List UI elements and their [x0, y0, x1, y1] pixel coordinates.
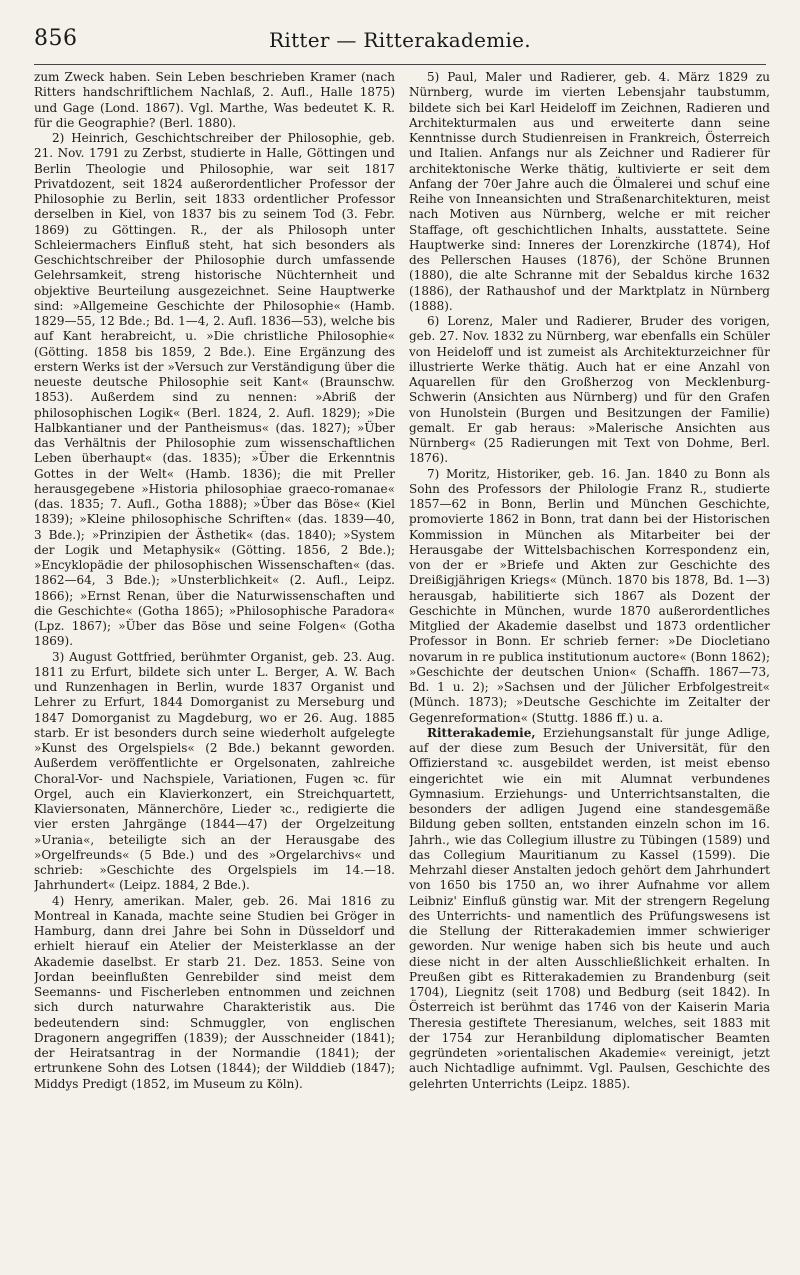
entry-paragraph: 6) Lorenz, Maler und Radierer, Bruder des vorigen, geb. 27. Nov. 1832 zu Nürnberg, war ebenfalls ein Schüler von Heideloff und ist zumeist als Architekturzeichner für illustrierte Werke thätig. Auch hat er eine Anzahl von Aquarellen für den Großherzog von Mecklenburg-Schwerin (Ansichten aus Nürnberg) und für den Grafen von Hunolstein (Burgen und Besitzungen der Familie) gemalt. Er gab heraus: »Malerische Ansichten aus Nürnberg« (25 Radierungen mit Text von Dohme, Berl. 1876). — [409, 314, 770, 466]
page-title: Ritter — Ritterakademie. — [269, 28, 531, 52]
header-rule — [34, 64, 766, 65]
entry-paragraph: 4) Henry, amerikan. Maler, geb. 26. Mai 1816 zu Montreal in Kanada, machte seine Studien bei Gröger in Hamburg, dann drei Jahre bei Sohn in Düsseldorf und erhielt hierauf ein Atelier der Meisterklasse an der Akademie daselbst. Er starb 21. Dez. 1853. Seine von Jordan beeinflußten Genrebilder sind meist dem Seemanns- und Fischerleben entnommen und zeichnen sich durch naturwahre Charakteristik aus. Die bedeutendern sind: Schmuggler, von englischen Dragonern angegriffen (1839); der Ausschneider (1841); der Heiratsantrag in der Normandie (1841); der ertrunkene Sohn des Lotsen (1844); der Wilddieb (1847); Middys Predigt (1852, im Museum zu Köln). — [34, 893, 395, 1091]
entry-paragraph: zum Zweck haben. Sein Leben beschrieben Kramer (nach Ritters handschriftlichem Nachlaß, 2. Aufl., Halle 1875) und Gage (Lond. 1867). Vgl. Marthe, Was bedeutet K. R. für die Geographie? (Berl. 1880). — [34, 70, 395, 130]
entry-paragraph: 3) August Gottfried, berühmter Organist, geb. 23. Aug. 1811 zu Erfurt, bildete sich unter L. Berger, A. W. Bach und Runzenhagen in Berlin, wurde 1837 Organist und Lehrer zu Erfurt, 1844 Domorganist zu Merseburg und 1847 Domorganist zu Magdeburg, wo er 26. Aug. 1885 starb. Er ist besonders durch seine wiederholt aufgelegte »Kunst des Orgelspiels« (2 Bde.) bekannt geworden. Außerdem veröffentlichte er Orgelsonaten, zahlreiche Choral-Vor- und Nachspiele, Variationen, Fugen ꝛc. für Orgel, auch ein Klavierkonzert, ein Streichquartett, Klaviersonaten, Männerchöre, Lieder ꝛc., redigierte die vier ersten Jahrgänge (1844—47) der Orgelzeitung »Urania«, beteiligte sich an der Herausgabe des »Orgelfreunds« (5 Bde.) und des »Orgelarchivs« und schrieb: »Geschichte des Orgelspiels im 14.—18. Jahrhundert« (Leipz. 1884, 2 Bde.). — [34, 649, 395, 893]
entry-paragraph: 2) Heinrich, Geschichtschreiber der Philosophie, geb. 21. Nov. 1791 zu Zerbst, studierte in Halle, Göttingen und Berlin Theologie und Philosophie, war seit 1817 Privatdozent, seit 1824 außerordentlicher Professor der Philosophie zu Berlin, seit 1833 ordentlicher Professor derselben in Kiel, von 1837 bis zu seinem Tod (3. Febr. 1869) zu Göttingen. R., der als Philosoph unter Schleiermachers Einfluß steht, hat sich besonders als Geschichtschreiber der Philosophie durch umfassende Gelehrsamkeit, streng historische Nüchternheit und objektive Beurteilung ausgezeichnet. Seine Hauptwerke sind: »Allgemeine Geschichte der Philosophie« (Hamb. 1829—55, 12 Bde.; Bd. 1—4, 2. Aufl. 1836—53), welche bis auf Kant herabreicht, u. »Die christliche Philosophie« (Götting. 1858 bis 1859, 2 Bde.). Eine Ergänzung des erstern Werks ist der »Versuch zur Verständigung über die neueste deutsche Philosophie seit Kant« (Braunschw. 1853). Außerdem sind zu nennen: »Abriß der philosophischen Logik« (Berl. 1824, 2. Aufl. 1829); »Die Halbkantianer und der Pantheismus« (das. 1827); »Über das Verhältnis der Philosophie zum wissenschaftlichen Leben überhaupt« (das. 1835); »Über die Erkenntnis Gottes in der Welt« (Hamb. 1836); die mit Preller herausgegebene »Historia philosophiae graeco-romanae« (das. 1835; 7. Aufl., Gotha 1888); »Über das Böse« (Kiel 1839); »Kleine philosophische Schriften« (das. 1839—40, 3 Bde.); »Prinzipien der Ästhetik« (das. 1840); »System der Logik und Metaphysik« (Götting. 1856, 2 Bde.); »Encyklopädie der philosophischen Wissenschaften« (das. 1862—64, 3 Bde.); »Unsterblichkeit« (2. Aufl., Leipz. 1866); »Ernst Renan, über die Naturwissenschaften und die Geschichte« (Gotha 1865); »Philosophische Paradora« (Lpz. 1867); »Über das Böse und seine Folgen« (Gotha 1869). — [34, 131, 395, 649]
left-column — [34, 70, 395, 1267]
entry-body: Erziehungsanstalt für junge Adlige, auf der diese zum Besuch der Universität, für den Offizierstand ꝛc. ausgebildet werden, ist meist ebenso eingerichtet wie ein mit Alumnat verbundenes Gymnasium. Erziehungs- und Unterrichtsanstalten, die besonders der adligen Jugend eine standesgemäße Bildung geben sollten, entstanden einzeln schon im 16. Jahrh., wie das Collegium illustre zu Tübingen (1589) und das Collegium Mauritianum zu Kassel (1599). Die Mehrzahl dieser Anstalten jedoch gehört dem Jahrhundert von 1650 bis 1750 an, wo ihrer Aufnahme vor allem Leibniz' Einfluß günstig war. Mit der strengern Regelung des Unterrichts- und namentlich des Prüfungswesens ist die Stellung der Ritterakademien immer schwieriger geworden. Nur wenige haben sich bis heute und auch diese nicht in der alten Ausschließlichkeit erhalten. In Preußen gibt es Ritterakademien zu Brandenburg (seit 1704), Liegnitz (seit 1708) und Bedburg (seit 1842). In Österreich ist berühmt das 1746 von der Kaiserin Maria Theresia gestiftete Theresianum, welches, seit 1883 mit der 1754 zur Heranbildung diplomatischer Beamten gegründeten »orientalischen Akademie« vereinigt, jetzt auch Nichtadlige aufnimmt. Vgl. Paulsen, Geschichte des gelehrten Unterrichts (Leipz. 1885). — [409, 725, 770, 1091]
entry-paragraph: 7) Moritz, Historiker, geb. 16. Jan. 1840 zu Bonn als Sohn des Professors der Philologie Franz R., studierte 1857—62 in Bonn, Berlin und München Geschichte, promovierte 1862 in Bonn, trat dann bei der Historischen Kommission in München als Mitarbeiter bei der Herausgabe der Wittelsbachischen Korrespondenz ein, von der er »Briefe und Akten zur Geschichte des Dreißigjährigen Kriegs« (Münch. 1870 bis 1878, Bd. 1—3) herausgab, habilitierte sich 1867 als Dozent der Geschichte in München, wurde 1870 außerordentliches Mitglied der Akademie daselbst und 1873 ordentlicher Professor in Bonn. Er schrieb ferner: »De Diocletiano novarum in re publica institutionum auctore« (Bonn 1862); »Geschichte der deutschen Union« (Schaffh. 1867—73, Bd. 1 u. 2); »Sachsen und der Jülicher Erbfolgestreit« (Münch. 1873); »Deutsche Geschichte im Zeitalter der Gegenreformation« (Stuttg. 1886 ff.) u. a. — [409, 466, 770, 725]
entry-paragraph: 5) Paul, Maler und Radierer, geb. 4. März 1829 zu Nürnberg, wurde im vierten Lebensjahr taubstumm, bildete sich bei Karl Heideloff im Zeichnen, Radieren und Architekturmalen aus und erweiterte dann seine Kenntnisse durch Studienreisen in Frankreich, Österreich und Italien. Anfangs nur als Zeichner und Radierer für architektonische Werke thätig, kultivierte er seit dem Anfang der 70er Jahre auch die Ölmalerei und schuf eine Reihe von Inneansichten und Straßenarchitekturen, meist nach Motiven aus Nürnberg, welche er mit reicher Staffage, oft geschichtlichen Inhalts, ausstattete. Seine Hauptwerke sind: Inneres der Lorenzkirche (1874), Hof des Pellerschen Hauses (1876), der Schöne Brunnen (1880), die alte Schranne mit der Sebaldus kirche 1632 (1886), der Rathaushof und der Marktplatz in Nürnberg (1888). — [409, 70, 770, 313]
entry-headword: Ritterakademie, — [427, 725, 536, 740]
right-column — [409, 70, 770, 1267]
page-number: 856 — [34, 26, 78, 51]
text-columns — [34, 70, 770, 1267]
page-header — [34, 26, 766, 60]
entry-paragraph — [409, 726, 770, 1092]
